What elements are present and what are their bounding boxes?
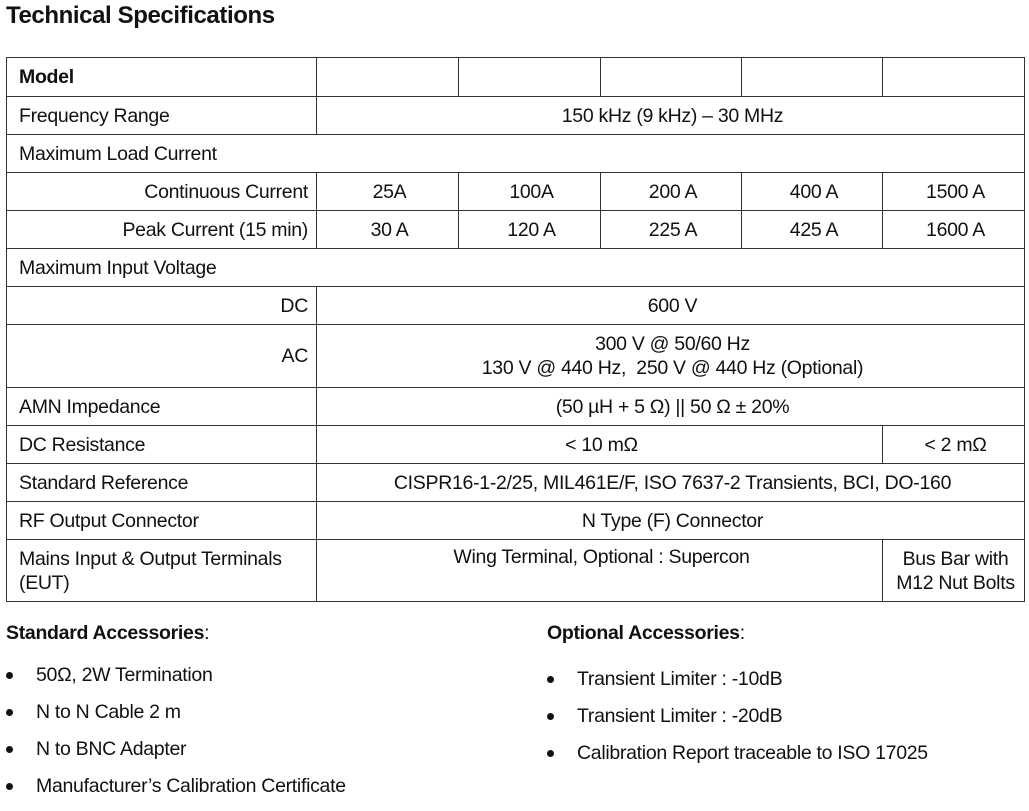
list-item-text: 50Ω, 2W Termination xyxy=(36,664,213,686)
frequency-range-value: 150 kHz (9 kHz) – 30 MHz xyxy=(317,97,1025,135)
list-item-text: N to BNC Adapter xyxy=(36,738,187,760)
list-item-text: Transient Limiter : -10dB xyxy=(577,668,783,690)
standard-accessories-heading xyxy=(6,622,209,645)
ac-voltage-line: 300 V @ 50/60 Hz xyxy=(595,333,750,355)
model-cell xyxy=(459,58,601,97)
continuous-current-value: 400 A xyxy=(742,173,883,211)
list-item-text: N to N Cable 2 m xyxy=(36,701,181,723)
list-item-text: Manufacturer’s Calibration Certificate xyxy=(36,775,346,797)
table-row xyxy=(7,388,1025,426)
dc-resistance-label: DC Resistance xyxy=(7,426,317,464)
table-row xyxy=(7,58,1025,97)
peak-current-value: 225 A xyxy=(601,211,742,249)
spec-table xyxy=(6,57,1025,602)
list-item-text: Calibration Report traceable to ISO 17025 xyxy=(577,742,928,764)
table-row xyxy=(7,540,1025,602)
peak-current-value: 120 A xyxy=(459,211,601,249)
rf-output-connector-label: RF Output Connector xyxy=(7,502,317,540)
list-item xyxy=(547,741,928,778)
list-item xyxy=(547,704,928,741)
continuous-current-value: 1500 A xyxy=(883,173,1025,211)
list-item xyxy=(6,774,346,811)
list-item xyxy=(6,663,346,700)
list-item xyxy=(547,667,928,704)
bullet-icon xyxy=(547,713,554,720)
model-cell xyxy=(317,58,459,97)
table-row xyxy=(7,173,1025,211)
peak-current-value: 425 A xyxy=(742,211,883,249)
mains-terminals-value-line: Bus Bar with xyxy=(902,547,1009,570)
page-title: Technical Specifications xyxy=(6,2,275,29)
optional-accessories-heading-text: Optional Accessories xyxy=(547,622,740,644)
model-cell xyxy=(883,58,1025,97)
list-item-text: Transient Limiter : -20dB xyxy=(577,705,783,727)
optional-accessories-list xyxy=(547,667,928,778)
amn-impedance-label: AMN Impedance xyxy=(7,388,317,426)
ac-voltage-value xyxy=(317,325,1025,388)
model-cell xyxy=(601,58,742,97)
bullet-icon xyxy=(6,672,13,679)
frequency-range-label: Frequency Range xyxy=(7,97,317,135)
mains-terminals-value-line: M12 Nut Bolts xyxy=(896,571,1015,594)
peak-current-value: 30 A xyxy=(317,211,459,249)
bullet-icon xyxy=(547,676,554,683)
bullet-icon xyxy=(6,746,13,753)
table-row xyxy=(7,325,1025,388)
peak-current-value: 1600 A xyxy=(883,211,1025,249)
bullet-icon xyxy=(6,783,13,790)
table-row xyxy=(7,426,1025,464)
standard-accessories-heading-text: Standard Accessories xyxy=(6,622,205,644)
standard-accessories-list xyxy=(6,663,346,811)
table-row xyxy=(7,97,1025,135)
mains-terminals-label-line: Mains Input & Output Terminals xyxy=(19,547,282,570)
standard-reference-label: Standard Reference xyxy=(7,464,317,502)
dc-resistance-value-high-current: < 2 mΩ xyxy=(883,426,1025,464)
dc-voltage-label: DC xyxy=(7,287,317,325)
max-load-current-label: Maximum Load Current xyxy=(7,135,1025,173)
rf-output-connector-value: N Type (F) Connector xyxy=(317,502,1025,540)
standard-reference-value: CISPR16-1-2/25, MIL461E/F, ISO 7637-2 Transients, BCI, DO-160 xyxy=(317,464,1025,502)
dc-voltage-value: 600 V xyxy=(317,287,1025,325)
table-row xyxy=(7,287,1025,325)
table-row xyxy=(7,249,1025,287)
heading-colon: : xyxy=(739,622,745,644)
mains-terminals-label-line: (EUT) xyxy=(19,571,70,594)
table-row xyxy=(7,135,1025,173)
list-item xyxy=(6,700,346,737)
ac-voltage-line: 130 V @ 440 Hz, 250 V @ 440 Hz (Optional) xyxy=(481,357,864,379)
continuous-current-value: 100A xyxy=(459,173,601,211)
model-cell xyxy=(742,58,883,97)
continuous-current-value: 25A xyxy=(317,173,459,211)
continuous-current-value: 200 A xyxy=(601,173,742,211)
optional-accessories-heading xyxy=(547,622,745,645)
table-row xyxy=(7,211,1025,249)
list-item xyxy=(6,737,346,774)
mains-terminals-value: Wing Terminal, Optional : Supercon xyxy=(317,540,883,602)
mains-terminals-label xyxy=(7,540,317,602)
dc-resistance-value: < 10 mΩ xyxy=(317,426,883,464)
model-label: Model xyxy=(7,58,317,97)
bullet-icon xyxy=(6,709,13,716)
amn-impedance-value: (50 µH + 5 Ω) || 50 Ω ± 20% xyxy=(317,388,1025,426)
heading-colon: : xyxy=(204,622,210,644)
continuous-current-label: Continuous Current xyxy=(7,173,317,211)
mains-terminals-value-high-current xyxy=(883,540,1025,602)
table-row xyxy=(7,464,1025,502)
peak-current-label: Peak Current (15 min) xyxy=(7,211,317,249)
table-row xyxy=(7,502,1025,540)
ac-voltage-label: AC xyxy=(7,325,317,388)
bullet-icon xyxy=(547,750,554,757)
max-input-voltage-label: Maximum Input Voltage xyxy=(7,249,1025,287)
